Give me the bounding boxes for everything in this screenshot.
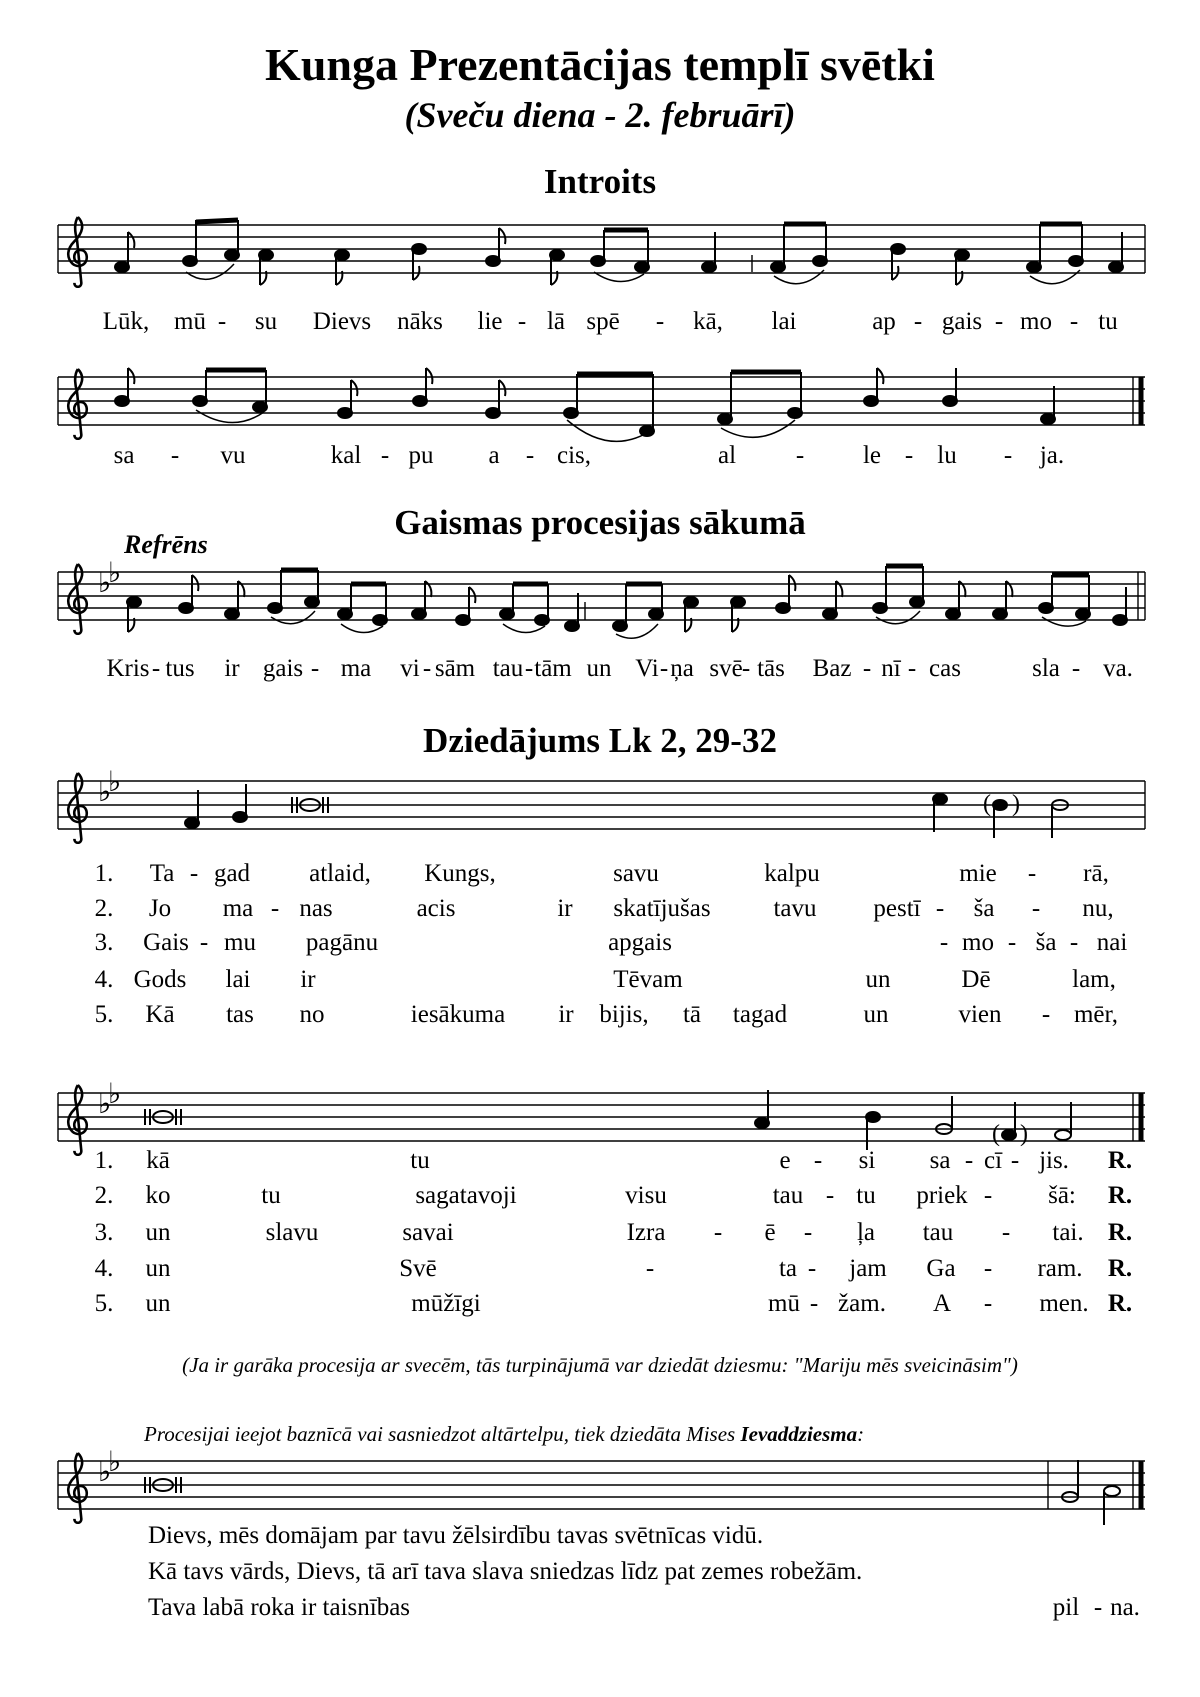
- lyric: -: [795, 442, 805, 469]
- lyric: vien: [958, 1001, 1002, 1028]
- svg-text:♭: ♭: [108, 1445, 122, 1478]
- lyric: sagatavoji: [415, 1182, 517, 1209]
- lyric: na.: [1110, 1594, 1140, 1621]
- lyric: -: [517, 308, 527, 335]
- lyric: -: [659, 655, 669, 682]
- verse-number: 3.: [94, 1219, 114, 1246]
- lyric: ņa: [670, 655, 694, 682]
- lyric: nas: [299, 895, 333, 922]
- lyric: Lūk,: [102, 308, 150, 335]
- lyric: cī: [983, 1147, 1003, 1174]
- verse-number: 2.: [94, 1182, 114, 1209]
- lyric: tau: [922, 1219, 954, 1246]
- lyric: -: [655, 308, 665, 335]
- canticle-heading: Dziedājums Lk 2, 29-32: [423, 721, 777, 760]
- canticle-notes-1: [185, 784, 1068, 838]
- lyric: pestī: [873, 895, 921, 922]
- lyric: Kungs,: [424, 860, 496, 887]
- lyric: tavu: [773, 895, 817, 922]
- entrance-line: Kā tavs vārds, Dievs, tā arī tava slava sniedzas līdz pat zemes robežām.: [148, 1558, 863, 1585]
- lyric: ša: [1035, 929, 1057, 956]
- introits-heading: Introits: [543, 162, 657, 201]
- lyric: -: [964, 1147, 974, 1174]
- lyric: sām: [434, 655, 476, 682]
- response-marker: R.: [1107, 1219, 1133, 1246]
- lyric: -: [862, 655, 872, 682]
- lyric: lam,: [1072, 966, 1116, 993]
- lyric: -: [1071, 655, 1081, 682]
- lyric: Gais: [143, 929, 189, 956]
- lyric: pu: [408, 442, 434, 469]
- lyric: kā: [146, 1147, 170, 1174]
- lyric: -: [270, 895, 280, 922]
- lyric: un: [863, 1001, 889, 1028]
- lyric: iesākuma: [410, 1001, 506, 1028]
- lyric: su: [254, 308, 278, 335]
- lyric: ma: [222, 895, 254, 922]
- lyric: -: [199, 929, 209, 956]
- introits-notes-2: [115, 368, 1055, 441]
- lyric: Kris: [106, 655, 150, 682]
- canticle-staff-2: [58, 1093, 1145, 1141]
- lyric: -: [1027, 860, 1037, 887]
- lyric: gais: [262, 655, 304, 682]
- lyric: mūžīgi: [411, 1290, 481, 1317]
- svg-text:): ): [1012, 791, 1020, 817]
- verse-number: 5.: [94, 1001, 114, 1028]
- lyric: -: [645, 1255, 655, 1282]
- entrance-line: Tava labā roka ir taisnības: [148, 1594, 411, 1621]
- lyric: lu: [937, 442, 957, 469]
- lyric: jam: [849, 1255, 887, 1282]
- lyric: tas: [226, 1001, 254, 1028]
- lyric: -: [983, 1255, 993, 1282]
- lyric: Vi: [635, 655, 659, 682]
- lyric: -: [813, 1147, 823, 1174]
- lyric: -: [170, 442, 180, 469]
- lyric: ap: [872, 308, 896, 335]
- lyric: cis,: [556, 442, 592, 469]
- lyric: ē: [764, 1219, 776, 1246]
- lyric: Dē: [961, 966, 991, 993]
- lyric: Ga: [926, 1255, 956, 1282]
- lyric: no: [299, 1001, 325, 1028]
- verse-number: 2.: [94, 895, 114, 922]
- verse-number: 4.: [94, 966, 114, 993]
- lyric: Tēvam: [613, 966, 683, 993]
- lyric: ma: [340, 655, 372, 682]
- procession-staff: [58, 572, 1145, 620]
- svg-text:): ): [1020, 1121, 1028, 1147]
- lyric: mu: [224, 929, 256, 956]
- introits-staff-2: [58, 377, 1145, 425]
- lyric: gais: [941, 308, 983, 335]
- lyric: nāks: [397, 308, 443, 335]
- lyric: tagad: [732, 1001, 788, 1028]
- lyric: va.: [1103, 655, 1133, 682]
- lyric: mēr,: [1073, 1001, 1119, 1028]
- lyric: -: [1003, 442, 1013, 469]
- lyric: svē: [709, 655, 743, 682]
- lyric: ir: [300, 966, 316, 993]
- lyric: šā:: [1048, 1182, 1076, 1209]
- lyric: mū: [768, 1290, 800, 1317]
- lyric: mo: [1020, 308, 1052, 335]
- lyric: tā: [682, 1001, 702, 1028]
- lyric: gad: [213, 860, 251, 887]
- svg-text:♭: ♭: [98, 566, 112, 599]
- lyric: tau: [492, 655, 524, 682]
- lyric: nu,: [1082, 895, 1114, 922]
- lyric: tām: [534, 655, 572, 682]
- lyric: tu: [1098, 308, 1118, 335]
- lyric: nai: [1096, 929, 1128, 956]
- lyric: bijis,: [599, 1001, 649, 1028]
- lyric: jis.: [1039, 1147, 1069, 1174]
- lyric: -: [913, 308, 923, 335]
- lyric: -: [151, 655, 161, 682]
- lyric: -: [1041, 1001, 1051, 1028]
- lyric: slavu: [265, 1219, 319, 1246]
- lyric: sa: [929, 1147, 951, 1174]
- lyric: lā: [546, 308, 566, 335]
- lyric: mū: [174, 308, 206, 335]
- lyric: mo: [962, 929, 994, 956]
- lyric: -: [380, 442, 390, 469]
- lyric: acis: [416, 895, 456, 922]
- lyric: ram.: [1037, 1255, 1083, 1282]
- procession-notes: [127, 566, 1127, 638]
- lyric: -: [1007, 929, 1017, 956]
- lyric: un: [145, 1290, 171, 1317]
- svg-text:♭: ♭: [98, 1455, 112, 1488]
- procession-note: (Ja ir garāka procesija ar svecēm, tās turpinājumā var dziedāt dziesmu: "Mariju mēs sveicināsim"): [182, 1353, 1018, 1377]
- lyric: Ta: [149, 860, 175, 887]
- verse-number: 3.: [94, 929, 114, 956]
- svg-text:(: (: [992, 1121, 1000, 1147]
- lyric: -: [422, 655, 432, 682]
- svg-text:(: (: [983, 791, 991, 817]
- lyric: -: [525, 442, 535, 469]
- lyric: žam.: [838, 1290, 886, 1317]
- lyric: a: [488, 442, 500, 469]
- page-title: Kunga Prezentācijas templī svētki: [265, 39, 935, 90]
- lyric: -: [1001, 1219, 1011, 1246]
- response-marker: R.: [1107, 1290, 1133, 1317]
- lyric: un: [145, 1219, 171, 1246]
- lyric: atlaid,: [309, 860, 371, 887]
- lyric: tus: [165, 655, 195, 682]
- lyric: -: [1069, 308, 1079, 335]
- lyric: Kā: [145, 1001, 175, 1028]
- lyric: al: [717, 442, 737, 469]
- lyric: ja.: [1039, 442, 1065, 469]
- lyric: savu: [613, 860, 659, 887]
- lyric: lai: [771, 308, 797, 335]
- lyric: priek: [916, 1182, 968, 1209]
- lyric: e: [779, 1147, 791, 1174]
- lyric: -: [904, 442, 914, 469]
- refrain-label: Refrēns: [124, 530, 208, 559]
- entrance-intro-text: Procesijai ieejot baznīcā vai sasniedzot altārtelpu, tiek dziedāta Mises: [144, 1422, 741, 1446]
- lyric: -: [803, 1219, 813, 1246]
- response-marker: R.: [1107, 1255, 1133, 1282]
- lyric: -: [217, 308, 227, 335]
- lyric: -: [1069, 929, 1079, 956]
- lyric: sla: [1032, 655, 1060, 682]
- lyric: -: [807, 1255, 817, 1282]
- lyric: sa: [113, 442, 135, 469]
- lyric: Svē: [399, 1255, 437, 1282]
- procession-heading: Gaismas procesijas sākumā: [394, 503, 806, 542]
- lyric: un: [865, 966, 891, 993]
- lyric: ta: [778, 1255, 798, 1282]
- lyric: tai.: [1052, 1219, 1084, 1246]
- lyric: -: [809, 1290, 819, 1317]
- lyric: -: [825, 1182, 835, 1209]
- lyric: -: [189, 860, 199, 887]
- lyric: Gods: [133, 966, 187, 993]
- introits-notes-1: [115, 220, 1123, 285]
- lyric: tās: [757, 655, 785, 682]
- lyric: lai: [225, 966, 251, 993]
- verse-number: 5.: [94, 1290, 114, 1317]
- lyric: -: [1031, 895, 1041, 922]
- lyric: spē: [586, 308, 620, 335]
- lyric: kal: [330, 442, 362, 469]
- svg-text:♭: ♭: [108, 1077, 122, 1110]
- lyric: pagānu: [305, 929, 379, 956]
- response-marker: R.: [1107, 1147, 1133, 1174]
- lyric: skatījušas: [613, 895, 711, 922]
- lyric: -: [994, 308, 1004, 335]
- lyric: ša: [973, 895, 995, 922]
- canticle-staff-1: [58, 781, 1145, 829]
- svg-text:♭: ♭: [108, 556, 122, 589]
- lyric: Baz: [812, 655, 852, 682]
- lyric: savai: [402, 1219, 454, 1246]
- entrance-intro-end: :: [857, 1422, 865, 1446]
- lyric: ir: [224, 655, 240, 682]
- lyric: -: [713, 1219, 723, 1246]
- lyric: si: [858, 1147, 876, 1174]
- lyric: tu: [261, 1182, 281, 1209]
- lyric: Jo: [148, 895, 172, 922]
- entrance-intro: [144, 1422, 864, 1447]
- lyric: kalpu: [764, 860, 820, 887]
- lyric: ļa: [856, 1219, 876, 1246]
- lyric: ir: [558, 1001, 574, 1028]
- lyric: vi: [400, 655, 420, 682]
- entrance-intro-bold: Ievaddziesma: [740, 1422, 858, 1446]
- lyric: -: [1093, 1594, 1103, 1621]
- lyric: lie: [477, 308, 503, 335]
- lyric: nī: [881, 655, 901, 682]
- lyric: -: [939, 929, 949, 956]
- lyric: Izra: [626, 1219, 666, 1246]
- svg-text:♭: ♭: [108, 765, 122, 798]
- lyric: -: [524, 655, 534, 682]
- entrance-line: Dievs, mēs domājam par tavu žēlsirdību tavas svētnīcas vidū.: [148, 1522, 764, 1549]
- lyric: kā,: [693, 308, 723, 335]
- response-marker: R.: [1107, 1182, 1133, 1209]
- lyric: un: [145, 1255, 171, 1282]
- lyric: -: [983, 1182, 993, 1209]
- verse-number: 1.: [94, 1147, 114, 1174]
- lyric: -: [741, 655, 751, 682]
- lyric: men.: [1039, 1290, 1089, 1317]
- lyric: -: [907, 655, 917, 682]
- verse-number: 4.: [94, 1255, 114, 1282]
- page-subtitle: (Sveču diena - 2. februārī): [404, 95, 796, 135]
- lyric: tu: [410, 1147, 430, 1174]
- entrance-notes: [145, 1460, 1120, 1525]
- lyric: tu: [856, 1182, 876, 1209]
- lyric: -: [983, 1290, 993, 1317]
- lyric: pil: [1052, 1594, 1080, 1621]
- lyric: Dievs: [312, 308, 372, 335]
- lyric: visu: [625, 1182, 667, 1209]
- verse-number: 1.: [94, 860, 114, 887]
- lyric: ir: [557, 895, 573, 922]
- lyric: apgais: [608, 929, 672, 956]
- lyric: vu: [220, 442, 246, 469]
- svg-text:♭: ♭: [98, 1087, 112, 1120]
- lyric: ko: [145, 1182, 171, 1209]
- lyric: mie: [959, 860, 997, 887]
- lyric: cas: [929, 655, 961, 682]
- lyric: -: [1010, 1147, 1020, 1174]
- lyric: -: [310, 655, 320, 682]
- lyric: A: [932, 1290, 952, 1317]
- lyric: un: [586, 655, 612, 682]
- lyric: tau: [772, 1182, 804, 1209]
- entrance-staff: [58, 1461, 1145, 1509]
- svg-text:♭: ♭: [98, 775, 112, 808]
- lyric: -: [935, 895, 945, 922]
- lyric: rā,: [1083, 860, 1109, 887]
- lyric: le: [862, 442, 882, 469]
